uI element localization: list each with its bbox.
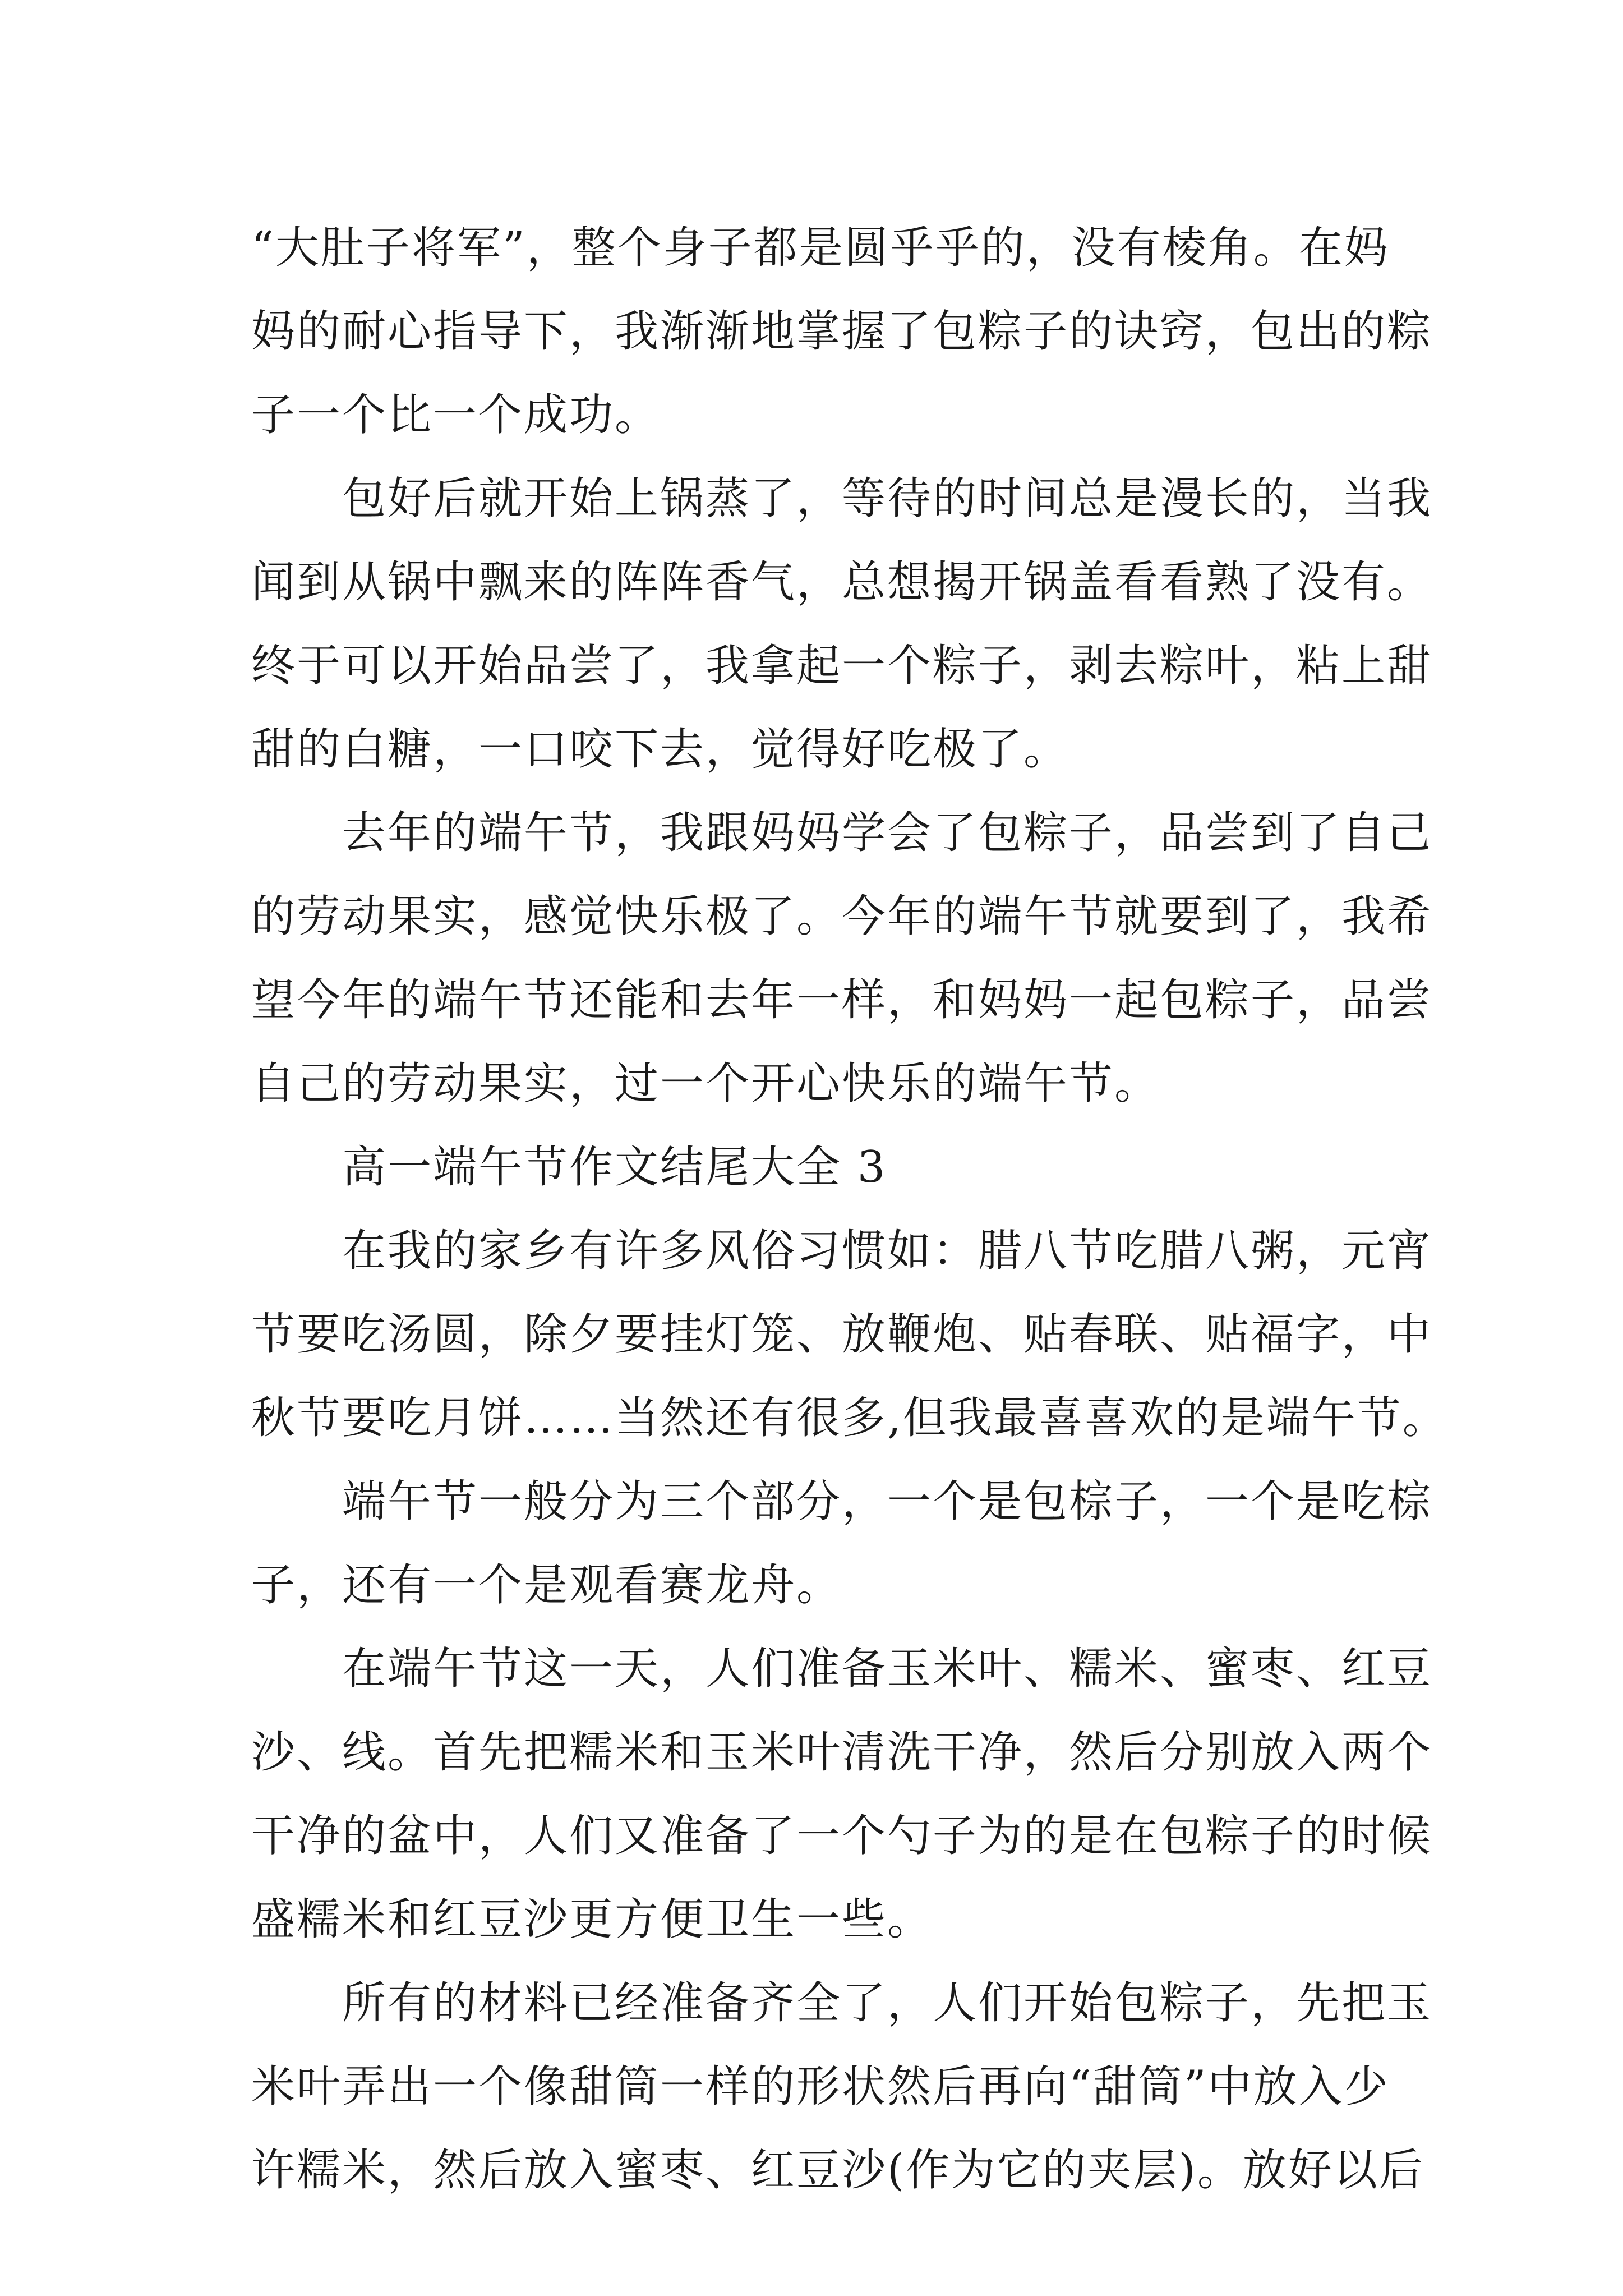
text-line: 甜的白糖，一口咬下去，觉得好吃极了。	[251, 724, 1069, 775]
text-line: 妈的耐心指导下，我渐渐地掌握了包粽子的诀窍，包出的粽	[251, 306, 1433, 357]
text-line: 在我的家乡有许多风俗习惯如：腊八节吃腊八粥，元宵	[342, 1226, 1433, 1276]
text-line: 在端午节这一天，人们准备玉米叶、糯米、蜜枣、红豆	[342, 1644, 1433, 1694]
text-line: 的劳动果实，感觉快乐极了。今年的端午节就要到了，我希	[251, 891, 1433, 942]
text-line: 许糯米，然后放入蜜枣、红豆沙(作为它的夹层)。放好以后	[251, 2145, 1424, 2196]
text-line: 自己的劳动果实，过一个开心快乐的端午节。	[251, 1059, 1160, 1109]
essay-body	[251, 206, 1448, 2212]
text-line: 干净的盆中，人们又准备了一个勺子为的是在包粽子的时候	[251, 1811, 1433, 1861]
text-line: 包好后就开始上锅蒸了，等待的时间总是漫长的，当我	[342, 473, 1433, 524]
text-line: 所有的材料已经准备齐全了，人们开始包粽子，先把玉	[342, 1978, 1433, 2028]
text-line: 子，还有一个是观看赛龙舟。	[251, 1560, 842, 1611]
text-line: 端午节一般分为三个部分，一个是包棕子，一个是吃棕	[342, 1476, 1433, 1527]
text-line: 秋节要吃月饼……当然还有很多,但我最喜喜欢的是端午节。	[251, 1393, 1448, 1443]
text-line: 闻到从锅中飘来的阵阵香气，总想揭开锅盖看看熟了没有。	[251, 557, 1433, 608]
text-line: 沙、线。首先把糯米和玉米叶清洗干净，然后分别放入两个	[251, 1727, 1433, 1778]
text-line: 盛糯米和红豆沙更方便卫生一些。	[251, 1894, 933, 1945]
text-line: 子一个比一个成功。	[251, 390, 661, 440]
text-line: 终于可以开始品尝了，我拿起一个粽子，剥去粽叶，粘上甜	[251, 641, 1433, 691]
text-line: 米叶弄出一个像甜筒一样的形状然后再向“甜筒”中放入少	[251, 2062, 1390, 2112]
section-heading: 高一端午节作文结尾大全 3	[342, 1142, 887, 1193]
text-line: 节要吃汤圆，除夕要挂灯笼、放鞭炮、贴春联、贴福字，中	[251, 1309, 1433, 1360]
text-line: 去年的端午节，我跟妈妈学会了包粽子，品尝到了自己	[342, 808, 1433, 858]
text-line: 望今年的端午节还能和去年一样，和妈妈一起包粽子，品尝	[251, 975, 1433, 1025]
text-line: “大肚子将军”，整个身子都是圆乎乎的，没有棱角。在妈	[251, 223, 1390, 273]
